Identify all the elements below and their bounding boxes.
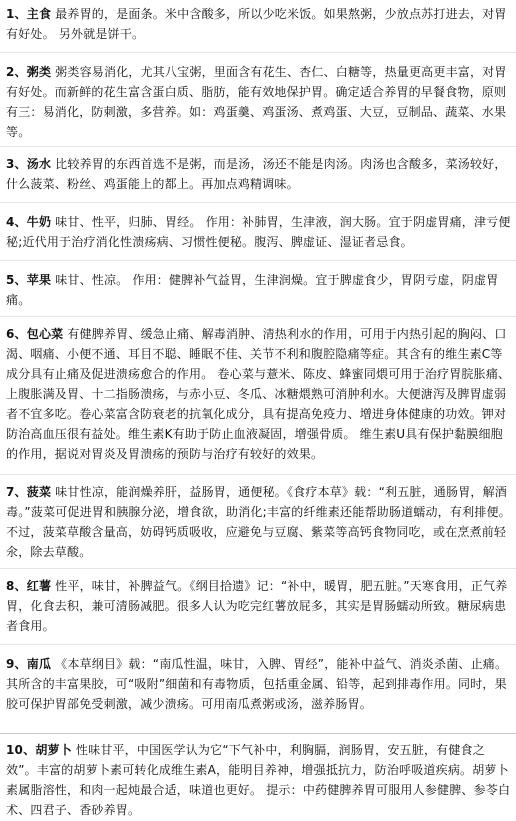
- item-body: 粥类容易消化，尤其八宝粥，里面含有花生、杏仁、白糖等，热量更高更丰富，对胃有好处。而新鲜的花生富含蛋白质、脂肪，能有效地保护胃。确定适合养胃的早餐食物，原则有三：易消化，防刺激，多营养。如：鸡蛋羹、鸡蛋汤、煮鸡蛋、大豆，豆制品、蔬菜、水果等。: [6, 65, 507, 139]
- item-body: 味甘性凉，能润燥养肝，益肠胃，通便秘。《食疗本草》载：“利五脏，通肠胃，解酒毒。”菠菜可促进胃和胰腺分泌，增食欲，助消化;丰富的纤维素还能帮助肠道蠕动，有利排便。不过，菠菜草酸含量高，妨碍钙质吸收，应避免与豆腐、紫菜等高钙食物同吃，或在烹煮前轻氽，除去草酸。: [6, 485, 511, 559]
- item-title: 粥类: [26, 65, 52, 79]
- food-item-soup: [6, 154, 514, 194]
- item-body: 《本草纲目》载：“南瓜性温，味甘，入脾、胃经”，能补中益气、消炎杀菌、止痛。其所含的丰富果胶，可“吸附”细菌和有毒物质，包括重金属、铅等，起到排毒作用。同时，果胶可保护胃部免受刺激，减少溃疡。可用南瓜煮粥或汤，滋养肠胃。: [6, 657, 508, 711]
- separator: [0, 52, 516, 53]
- item-body: 比较养胃的东西首选不是粥，而是汤，汤还不能是肉汤。肉汤也含酸多，菜汤较好，什么菠菜、粉丝、鸡蛋能上的都上。再加点鸡精调味。: [6, 157, 507, 191]
- food-item-spinach: [6, 482, 514, 562]
- item-body: 味甘、性凉。 作用：健脾补气益胃，生津润燥。宜于脾虚食少，胃阴亏虚，阴虚胃痛。: [6, 273, 499, 307]
- item-body: 最养胃的，是面条。米中含酸多，所以少吃米饭。如果熬粥，少放点苏打进去，对胃有好处。 另外就是饼干。: [6, 7, 507, 41]
- food-item-carrot: [6, 740, 514, 820]
- item-number: 2、: [6, 65, 27, 79]
- item-title: 南瓜: [26, 657, 52, 671]
- separator: [0, 474, 516, 475]
- food-item-cabbage: [6, 324, 514, 464]
- item-body: 有健脾养胃、缓急止痛、解毒消肿、清热利水的作用，可用于内热引起的胸闷、口渴、咽痛、小便不通、耳目不聪、睡眠不佳、关节不利和腹腔隐痛等症。其含有的维生素C等成分具有止痛及促进溃疡愈合的作用。 卷心菜与薏米、陈皮、蜂蜜同煨可用于治疗胃脘胀痛、上腹胀满及胃、十二指肠溃疡，与赤小豆、冬瓜、冰糖煨熟可消肿利水。大便溏泻及脾胃虚弱者不宜多吃。卷心菜富含防衰老的抗氧化成分，具有提高免疫力、增进身体健康的功效。钾对防治高血压很有益处。维生素K有助于防止血液凝固，增强骨质。 维生素U具有保护黏膜细胞的作用，据说对胃炎及胃溃疡的预防与治疗有较好的效果。: [6, 327, 511, 461]
- item-title: 牛奶: [26, 215, 52, 229]
- item-title: 包心菜: [26, 327, 64, 341]
- item-body: 性味甘平，中国医学认为它“下气补中，利胸膈，润肠胃，安五脏，有健食之效”。丰富的胡萝卜素可转化成维生素A，能明目养神，增强抵抗力，防治呼吸道疾病。胡萝卜素属脂溶性，和肉一起炖最合适，味道也更好。 提示：中药健脾养胃可服用人参健脾、参苓白术、四君子、香砂养胃。: [6, 743, 511, 817]
- food-item-porridge: [6, 62, 514, 142]
- item-number: 6、: [6, 327, 27, 341]
- food-item-sweet-potato: [6, 576, 514, 636]
- item-title: 苹果: [26, 273, 52, 287]
- separator: [0, 733, 516, 734]
- separator: [0, 644, 516, 645]
- item-number: 7、: [6, 485, 27, 499]
- item-title: 汤水: [26, 157, 52, 171]
- item-title: 主食: [26, 7, 52, 21]
- item-number: 3、: [6, 157, 27, 171]
- item-number: 1、: [6, 7, 27, 21]
- separator: [0, 202, 516, 203]
- item-title: 胡萝卜: [35, 743, 72, 757]
- item-number: 9、: [6, 657, 27, 671]
- item-number: 4、: [6, 215, 27, 229]
- item-title: 菠菜: [26, 485, 52, 499]
- item-number: 10、: [6, 743, 36, 757]
- item-body: 味甘、性平，归肺、胃经。 作用：补肺胃，生津液，润大肠。宜于阴虚胃痛，津亏便秘;近代用于治疗消化性溃疡病、习惯性便秘。腹泻、脾虚证、湿证者忌食。: [6, 215, 511, 249]
- item-number: 5、: [6, 273, 27, 287]
- separator: [0, 568, 516, 569]
- item-number: 8、: [6, 579, 27, 593]
- separator: [0, 316, 516, 317]
- item-body: 性平，味甘，补脾益气。《纲目拾遗》记：“补中，暖胃，肥五脏。”天寒食用，正气养胃，化食去积，兼可清肠减肥。很多人认为吃完红薯放屁多，其实是胃肠蠕动所致。糖尿病患者食用。: [6, 579, 508, 633]
- separator: [0, 146, 516, 147]
- food-item-pumpkin: [6, 654, 514, 714]
- food-item-milk: [6, 212, 514, 252]
- item-title: 红薯: [26, 579, 52, 593]
- food-item-apple: [6, 270, 514, 310]
- food-item-staple: [6, 4, 514, 44]
- separator: [0, 260, 516, 261]
